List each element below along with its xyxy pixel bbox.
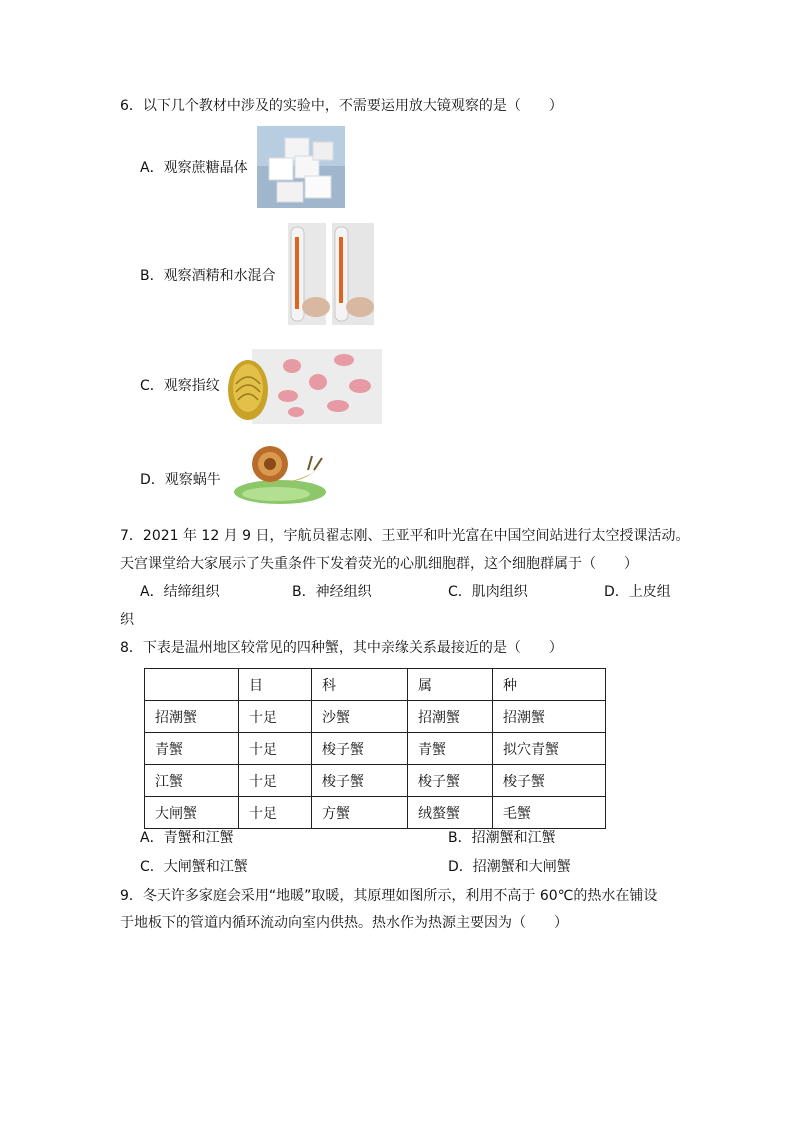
q9-stem-line2: 于地板下的管道内循环流动向室内供热。热水作为热源主要因为（ ） <box>120 915 568 931</box>
table-cell: 方蟹 <box>312 797 408 829</box>
fingerprint-image <box>226 348 382 424</box>
q7-stem-line1: 7．2021 年 12 月 9 日，宇航员翟志刚、王亚平和叶光富在中国空间站进行太空授课活动。 <box>120 528 690 544</box>
table-cell: 拟穴青蟹 <box>493 733 606 765</box>
table-cell: 青蟹 <box>408 733 493 765</box>
q7-option-d-wrap: 织 <box>120 612 134 628</box>
q6-option-d: D．观察蜗牛 <box>140 472 221 488</box>
table-header-cell: 目 <box>239 669 312 701</box>
table-cell: 梭子蟹 <box>312 765 408 797</box>
q6-option-c: C．观察指纹 <box>140 378 220 394</box>
table-cell: 青蟹 <box>145 733 239 765</box>
q6-option-a: A．观察蔗糖晶体 <box>140 160 248 176</box>
q7-option-d: D．上皮组 <box>604 584 671 600</box>
table-header-cell: 种 <box>493 669 606 701</box>
table-cell: 毛蟹 <box>493 797 606 829</box>
table-cell: 绒螯蟹 <box>408 797 493 829</box>
table-cell: 梭子蟹 <box>312 733 408 765</box>
table-cell: 十足 <box>239 733 312 765</box>
q7-option-c: C．肌肉组织 <box>448 584 528 600</box>
crab-classification-table <box>144 668 606 829</box>
table-cell: 十足 <box>239 701 312 733</box>
table-header-cell: 科 <box>312 669 408 701</box>
table-cell: 十足 <box>239 797 312 829</box>
alcohol-water-tubes-image <box>288 223 374 325</box>
table-row <box>145 733 606 765</box>
q6-stem: 6．以下几个教材中涉及的实验中，不需要运用放大镜观察的是（ ） <box>120 98 563 114</box>
q7-option-b: B．神经组织 <box>292 584 372 600</box>
q7-stem-line2: 天宫课堂给大家展示了失重条件下发着荧光的心肌细胞群，这个细胞群属于（ ） <box>120 556 638 572</box>
q8-option-d: D．招潮蟹和大闸蟹 <box>448 859 571 875</box>
sugar-cubes-image <box>257 126 345 208</box>
q8-option-a: A．青蟹和江蟹 <box>140 830 234 846</box>
table-cell: 沙蟹 <box>312 701 408 733</box>
table-header-cell: 属 <box>408 669 493 701</box>
table-header-cell <box>145 669 239 701</box>
q8-option-b: B．招潮蟹和江蟹 <box>448 830 556 846</box>
table-cell: 招潮蟹 <box>145 701 239 733</box>
table-cell: 梭子蟹 <box>408 765 493 797</box>
table-row <box>145 701 606 733</box>
table-cell: 梭子蟹 <box>493 765 606 797</box>
q8-option-c: C．大闸蟹和江蟹 <box>140 859 248 875</box>
table-header-row <box>145 669 606 701</box>
table-cell: 十足 <box>239 765 312 797</box>
q6-option-b: B．观察酒精和水混合 <box>140 268 276 284</box>
q9-stem-line1: 9．冬天许多家庭会采用“地暖”取暖，其原理如图所示，利用不高于 60℃的热水在铺设 <box>120 888 658 904</box>
table-row <box>145 765 606 797</box>
snail-image <box>230 440 330 506</box>
table-cell: 江蟹 <box>145 765 239 797</box>
q7-option-a: A．结缔组织 <box>140 584 220 600</box>
table-cell: 大闸蟹 <box>145 797 239 829</box>
table-cell: 招潮蟹 <box>493 701 606 733</box>
table-cell: 招潮蟹 <box>408 701 493 733</box>
table-row <box>145 797 606 829</box>
q8-stem: 8．下表是温州地区较常见的四种蟹，其中亲缘关系最接近的是（ ） <box>120 640 563 656</box>
